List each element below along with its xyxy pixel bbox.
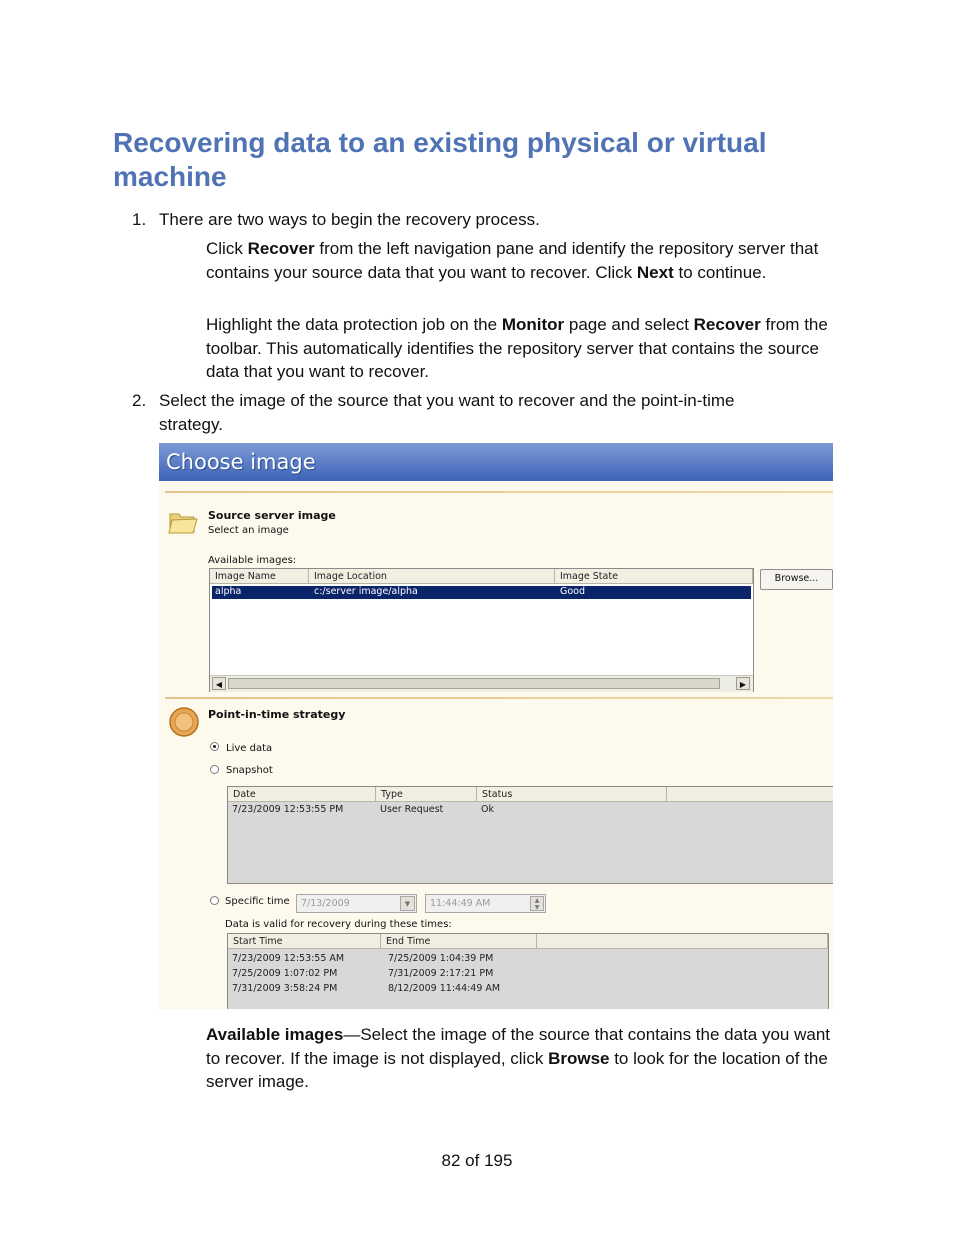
specific-time-label[interactable]: Specific time — [225, 896, 290, 907]
step-text: There are two ways to begin the recovery process. — [159, 210, 540, 229]
horizontal-scrollbar[interactable] — [210, 675, 753, 692]
date-picker[interactable]: 7/13/2009 ▼ — [296, 894, 417, 913]
images-list[interactable] — [209, 568, 754, 692]
valid-times-label: Data is valid for recovery during these times: — [225, 919, 452, 930]
column-header[interactable]: Date — [228, 787, 376, 802]
source-title: Source server image — [208, 509, 336, 522]
spinner-icon[interactable]: ▲ ▼ — [530, 896, 544, 911]
column-header[interactable]: Image Name — [210, 569, 309, 584]
scroll-left-icon[interactable]: ◀ — [212, 677, 226, 690]
browse-button[interactable]: Browse... — [760, 569, 833, 590]
sub-step: Highlight the data protection job on the Monitor page and select Recover from the toolbar. This automatically identifies the repository server that contains the source data that you want to recover. — [206, 315, 828, 381]
scroll-right-icon[interactable]: ▶ — [736, 677, 750, 690]
caption: Available images—Select the image of the source that contains the data you want to recover. If the image is not displayed, click Browse to look for the location of the server image. — [206, 1025, 831, 1091]
time-picker[interactable]: 11:44:49 AM ▲ ▼ — [425, 894, 546, 913]
table-row[interactable]: 7/23/2009 12:53:55 PM User Request Ok — [232, 804, 494, 815]
chevron-down-icon[interactable]: ▼ — [400, 896, 415, 911]
column-header[interactable]: Type — [376, 787, 477, 802]
divider — [165, 697, 833, 699]
source-subtitle: Select an image — [208, 525, 289, 536]
column-header[interactable]: End Time — [381, 934, 537, 949]
wizard-banner: Choose image — [159, 443, 833, 481]
step-number: 1. — [132, 210, 147, 229]
folder-icon — [168, 508, 198, 536]
clock-icon — [168, 706, 200, 738]
column-header — [667, 787, 833, 802]
scroll-thumb[interactable] — [228, 678, 720, 689]
column-header[interactable]: Status — [477, 787, 667, 802]
table-row[interactable]: 7/25/2009 1:07:02 PM 7/31/2009 2:17:21 PM — [232, 968, 494, 979]
valid-times-list[interactable] — [227, 933, 829, 1009]
choose-image-screenshot — [159, 443, 833, 1009]
specific-time-radio[interactable] — [210, 896, 219, 905]
step-text: Select the image of the source that you want to recover and the point-in-time strategy. — [159, 391, 735, 434]
table-row[interactable]: 7/31/2009 3:58:24 PM 8/12/2009 11:44:49 AM — [232, 983, 501, 994]
page-heading: Recovering data to an existing physical or virtual machine — [113, 127, 767, 192]
available-images-label: Available images: — [208, 555, 297, 566]
column-header[interactable]: Image Location — [309, 569, 555, 584]
snapshot-list[interactable] — [227, 786, 833, 884]
table-row[interactable]: 7/23/2009 12:53:55 AM 7/25/2009 1:04:39 PM — [232, 953, 494, 964]
column-header — [537, 934, 828, 949]
live-data-label[interactable]: Live data — [226, 743, 273, 754]
snapshot-radio[interactable] — [210, 765, 219, 774]
step-number: 2. — [132, 391, 147, 410]
column-header[interactable]: Start Time — [228, 934, 381, 949]
column-header[interactable]: Image State — [555, 569, 753, 584]
snapshot-label[interactable]: Snapshot — [226, 765, 273, 776]
divider — [165, 491, 833, 493]
page-number: 82 of 195 — [441, 1151, 513, 1170]
sub-step: Click Recover from the left navigation pane and identify the repository server that contains your source data that you want to recover. Click Next to continue. — [206, 239, 819, 282]
table-row[interactable]: alpha c:/server image/alpha Good — [212, 586, 751, 599]
live-data-radio[interactable] — [210, 742, 219, 751]
pit-title: Point-in-time strategy — [208, 708, 346, 721]
